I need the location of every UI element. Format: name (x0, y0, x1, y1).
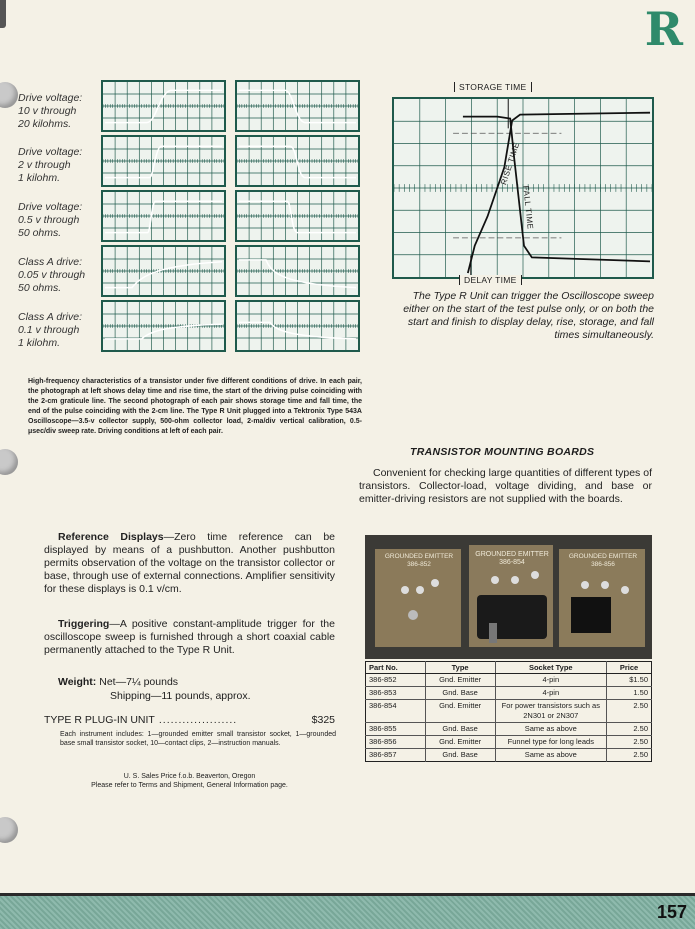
plugin-price-line (44, 714, 335, 726)
rise-time-label: RISE TIME (499, 141, 522, 186)
scope-photo-fall-1 (235, 80, 360, 132)
mounting-boards-table (365, 661, 652, 762)
storage-time-label: STORAGE TIME (454, 82, 532, 92)
photo-grid-caption: High-frequency characteristics of a transistor under five different conditions of drive. In each pair, the photograph at left shows delay time and rise time, the start of the driving pulse coinciding with the 2-cm graticule line. The second photograph of each pair shows storage time and fall time, the end of the pulse coinciding with the 2-cm line. The Type R Unit plugged into a Tektronix Type 543A Oscilloscope—3.5-v collector supply, 500-ohm collector load, 2-ma/div vertical calibration, 0.5-μsec/div sweep rate. Driving conditions at left of each pair. (28, 378, 362, 435)
plugin-dots: .................... (158, 714, 238, 726)
fall-time-label: FALL TIME (521, 185, 535, 230)
corner-mark (0, 0, 6, 28)
oscillogram-caption: The Type R Unit can trigger the Oscilloscope sweep either on the start of the test pulse only, or on both the start and finish to display delay, rise, storage, and fall times simultaneously. (403, 290, 654, 341)
table-row: 386-857 Gnd. Base Same as above 2.50 (366, 749, 652, 762)
bottom-band (0, 893, 695, 929)
scope-photo-rise-3 (101, 190, 226, 242)
scope-photo-rise-1 (101, 80, 226, 132)
triggering-paragraph: Triggering—A positive constant-amplitude trigger for the oscilloscope sweep is furnished through a short coaxial cable permanently attached to the Type R Unit. (44, 618, 335, 656)
delay-time-label: DELAY TIME (459, 275, 522, 285)
condition-label-3: Drive voltage: 0.5 v through 50 ohms. (18, 201, 83, 239)
plugin-includes: Each instrument includes: 1—grounded emitter small transistor socket, 1—grounded base small transistor socket, 10—contact clips, 2—instruction manuals. (60, 731, 336, 747)
weight-label: Weight: (58, 676, 97, 688)
mounting-boards-description: Convenient for checking large quantities of different types of transistors. Collector-load, voltage dividing, and base or emitter-driving resistors are not supplied with the boards. (359, 467, 652, 505)
binder-hole-bottom (0, 817, 18, 843)
table-row: 386-854 Gnd. Emitter For power transistors such as 2N301 or 2N307 2.50 (366, 700, 652, 723)
binder-hole-middle (0, 449, 18, 475)
col-header-type: Type (425, 662, 495, 674)
board-label-1: GROUNDED EMITTER 386-852 (384, 553, 454, 568)
condition-label-4: Class A drive: 0.05 v through 50 ohms. (18, 256, 86, 294)
weight-block (58, 675, 251, 703)
plugin-price: $325 (311, 714, 335, 726)
scope-photo-rise-5 (101, 300, 226, 352)
scope-photo-fall-2 (235, 135, 360, 187)
scope-photo-fall-5 (235, 300, 360, 352)
table-row: 386-852 Gnd. Emitter 4-pin $1.50 (366, 674, 652, 687)
table-row: 386-855 Gnd. Base Same as above 2.50 (366, 723, 652, 736)
condition-label-2: Drive voltage: 2 v through 1 kilohm. (18, 146, 83, 184)
binder-hole-top (0, 82, 18, 108)
weight-net: Net—7¼ pounds (99, 676, 179, 688)
board-label-3: GROUNDED EMITTER 386-856 (568, 553, 638, 568)
sales-note: U. S. Sales Price f.o.b. Beaverton, Oregon Please refer to Terms and Shipment, General Information page. (91, 773, 288, 789)
condition-label-5: Class A drive: 0.1 v through 1 kilohm. (18, 311, 82, 349)
reference-displays-title: Reference Displays (58, 531, 164, 543)
scope-photo-fall-3 (235, 190, 360, 242)
col-header-socket: Socket Type (495, 662, 607, 674)
timing-oscillogram (392, 97, 654, 279)
triggering-title: Triggering (58, 618, 110, 630)
section-letter: R (644, 2, 683, 56)
condition-label-1: Drive voltage: 10 v through 20 kilohms. (18, 92, 83, 130)
table-row: 386-856 Gnd. Emitter Funnel type for long leads 2.50 (366, 736, 652, 749)
weight-shipping: Shipping—11 pounds, approx. (110, 690, 251, 702)
scope-photo-fall-4 (235, 245, 360, 297)
table-row: 386-853 Gnd. Base 4-pin 1.50 (366, 687, 652, 700)
board-label-2: GROUNDED EMITTER 386-854 (475, 551, 549, 566)
page-number: 157 (656, 902, 687, 922)
scope-photo-rise-2 (101, 135, 226, 187)
col-header-price: Price (607, 662, 652, 674)
scope-photo-rise-4 (101, 245, 226, 297)
plugin-name: TYPE R PLUG-IN UNIT (44, 714, 155, 726)
table-header-row (366, 662, 652, 674)
mounting-boards-photo (365, 535, 652, 659)
mounting-boards-heading: TRANSISTOR MOUNTING BOARDS (410, 446, 595, 458)
reference-displays-paragraph: Reference Displays—Zero time reference can be displayed by means of a pushbutton. Another pushbutton permits observation of the voltage on the transistor collector or base, through use of external connections. Amplifier sensitivity for these displays is 0.1 v/cm. (44, 531, 335, 595)
col-header-part: Part No. (366, 662, 426, 674)
